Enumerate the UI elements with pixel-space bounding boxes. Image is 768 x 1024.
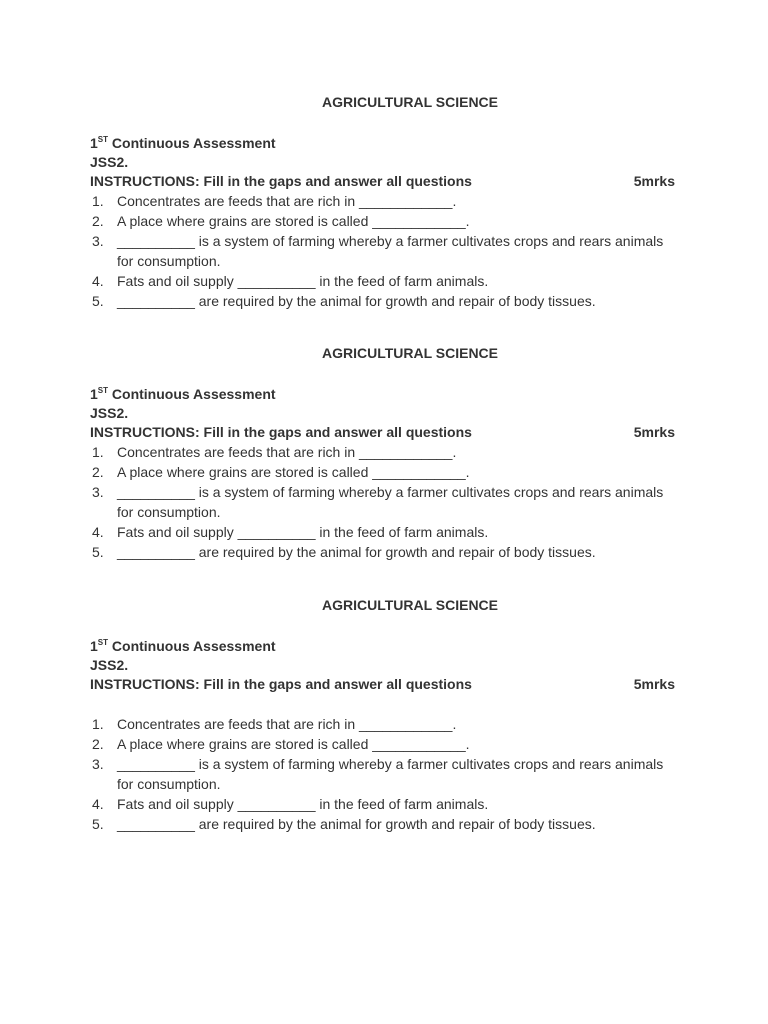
class-label: JSS2.: [90, 154, 129, 170]
question-item: [90, 542, 680, 562]
question-number: 3.: [92, 756, 104, 772]
spacer: [90, 694, 680, 714]
question-number: 5.: [92, 293, 104, 309]
question-item: [90, 231, 680, 271]
assessment-section-3: [90, 597, 680, 834]
question-number: 1.: [92, 444, 104, 460]
ordinal-suffix: ST: [97, 638, 109, 647]
question-text: __________ are required by the animal for growth and repair of body tissues.: [117, 544, 596, 560]
assessment-section-1: [90, 94, 680, 311]
question-text: Fats and oil supply __________ in the feed of farm animals.: [117, 273, 489, 289]
ordinal-suffix: ST: [97, 135, 109, 144]
ordinal-number: 1: [90, 386, 98, 402]
question-number: 4.: [92, 524, 104, 540]
question-number: 2.: [92, 464, 104, 480]
assessment-label: [90, 633, 680, 656]
question-text: Concentrates are feeds that are rich in ____________.: [117, 193, 457, 209]
instructions-text: INSTRUCTIONS: Fill in the gaps and answer all questions: [90, 173, 472, 189]
question-list: [90, 714, 680, 834]
question-item: [90, 482, 680, 522]
question-number: 5.: [92, 816, 104, 832]
instructions-row: [90, 675, 680, 694]
question-item: [90, 211, 680, 231]
question-number: 1.: [92, 193, 104, 209]
question-item: [90, 754, 680, 794]
assessment-label: [90, 381, 680, 404]
ordinal-number: 1: [90, 638, 98, 654]
question-number: 3.: [92, 484, 104, 500]
question-text: __________ are required by the animal for growth and repair of body tissues.: [117, 816, 596, 832]
class-label: JSS2.: [90, 405, 129, 421]
question-item: [90, 191, 680, 211]
section-title: AGRICULTURAL SCIENCE: [321, 597, 499, 613]
question-item: [90, 794, 680, 814]
question-text: __________ is a system of farming whereby a farmer cultivates crops and rears animals for consumption.: [117, 233, 664, 269]
instructions-row: [90, 423, 680, 442]
question-text: __________ are required by the animal for growth and repair of body tissues.: [117, 293, 596, 309]
question-item: [90, 814, 680, 834]
class-label: JSS2.: [90, 657, 129, 673]
assessment-name: Continuous Assessment: [108, 135, 276, 151]
question-item: [90, 522, 680, 542]
question-number: 4.: [92, 796, 104, 812]
instructions-text: INSTRUCTIONS: Fill in the gaps and answer all questions: [90, 424, 472, 440]
question-number: 3.: [92, 233, 104, 249]
question-number: 1.: [92, 716, 104, 732]
question-item: [90, 442, 680, 462]
question-item: [90, 734, 680, 754]
assessment-section-2: [90, 345, 680, 562]
marks-label: 5mrks: [633, 424, 675, 440]
question-text: A place where grains are stored is called ____________.: [117, 213, 470, 229]
question-text: __________ is a system of farming whereby a farmer cultivates crops and rears animals for consumption.: [117, 756, 664, 792]
question-item: [90, 714, 680, 734]
instructions-row: [90, 172, 680, 191]
question-text: Concentrates are feeds that are rich in ____________.: [117, 444, 457, 460]
question-text: Concentrates are feeds that are rich in ____________.: [117, 716, 457, 732]
assessment-name: Continuous Assessment: [108, 638, 276, 654]
question-text: Fats and oil supply __________ in the feed of farm animals.: [117, 796, 489, 812]
question-text: __________ is a system of farming whereby a farmer cultivates crops and rears animals for consumption.: [117, 484, 664, 520]
question-item: [90, 271, 680, 291]
question-number: 2.: [92, 736, 104, 752]
section-title: AGRICULTURAL SCIENCE: [321, 94, 499, 110]
ordinal-number: 1: [90, 135, 98, 151]
section-title: AGRICULTURAL SCIENCE: [321, 345, 499, 361]
assessment-name: Continuous Assessment: [108, 386, 276, 402]
instructions-text: INSTRUCTIONS: Fill in the gaps and answer all questions: [90, 676, 472, 692]
question-number: 5.: [92, 544, 104, 560]
marks-label: 5mrks: [633, 173, 675, 189]
assessment-label: [90, 130, 680, 153]
question-list: [90, 442, 680, 562]
question-item: [90, 291, 680, 311]
ordinal-suffix: ST: [97, 386, 109, 395]
question-list: [90, 191, 680, 311]
question-number: 2.: [92, 213, 104, 229]
question-number: 4.: [92, 273, 104, 289]
question-text: Fats and oil supply __________ in the feed of farm animals.: [117, 524, 489, 540]
question-text: A place where grains are stored is called ____________.: [117, 736, 470, 752]
question-text: A place where grains are stored is called ____________.: [117, 464, 470, 480]
marks-label: 5mrks: [633, 676, 675, 692]
question-item: [90, 462, 680, 482]
